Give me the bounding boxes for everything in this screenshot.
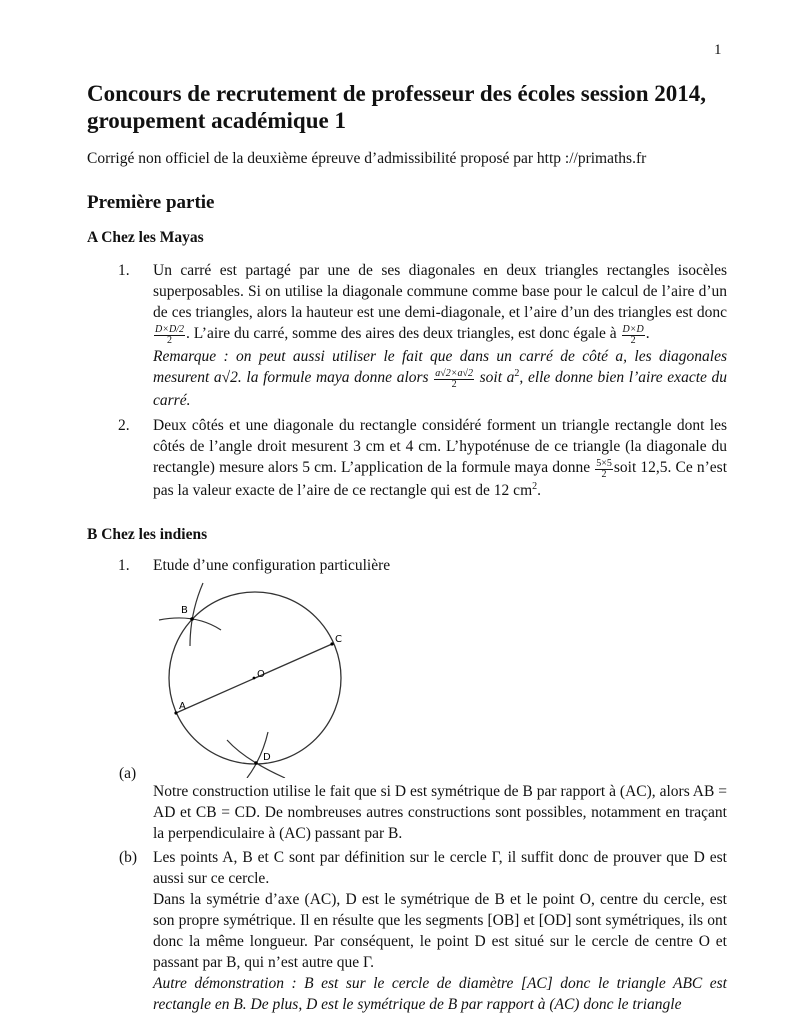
- label-b: B: [181, 605, 188, 616]
- section-a-heading: A Chez les Mayas: [87, 229, 204, 246]
- paragraph-text: . L’aire du carré, somme des aires des deux triangles, est donc égale à: [185, 325, 617, 342]
- fraction-denominator: 2: [166, 335, 172, 346]
- paragraph-text: .: [645, 325, 650, 342]
- exponent: 2: [514, 367, 520, 379]
- subtitle: Corrigé non officiel de la deuxième épreuve d’admissibilité proposé par http ://primaths.fr: [87, 150, 647, 167]
- paragraph-text: Les points A, B et C sont par définition sur le cercle Γ, il suffit donc de prouver que D est aussi sur ce cercle.: [153, 849, 727, 887]
- geometric-construction-figure: [140, 578, 360, 778]
- part-heading: Première partie: [87, 192, 215, 213]
- point-c: [330, 642, 333, 645]
- label-d: D: [263, 752, 271, 763]
- label-c: C: [335, 634, 342, 645]
- paragraph-text: Dans la symétrie d’axe (AC), D est le symétrique de B et le point O, centre du cercle, est son propre symétrique. Il en résulte que les segments [OB] et [OD] sont symétriques, ils ont donc la même longueur. Par conséquent, le point D est situé sur le cercle de centre O et passant par B, qui n’est autre que Γ.: [153, 891, 727, 971]
- fraction-numerator: D×D/2: [155, 324, 184, 335]
- point-o: [253, 677, 256, 680]
- fraction: [154, 325, 185, 346]
- remark-text: , elle donne bien l’aire exacte du carré.: [153, 369, 728, 409]
- item-number: 2.: [118, 417, 130, 434]
- item-number: 1.: [118, 262, 130, 279]
- page-number: 1: [714, 42, 722, 58]
- subitem-a: [119, 765, 727, 844]
- list-item: [118, 555, 727, 576]
- list-item: [118, 415, 727, 501]
- fraction-denominator: 2: [451, 379, 457, 390]
- fraction: [622, 325, 645, 346]
- paragraph-text: Etude d’une configuration particulière: [153, 557, 391, 574]
- item-number: 1.: [118, 557, 130, 574]
- document-body: [87, 80, 727, 1015]
- remark-text: soit a: [479, 369, 515, 386]
- paragraph-text: Notre construction utilise le fait que si D est symétrique de B par rapport à (AC), alors AB = AD et CB = CD. De nombreuses autres constructions sont possibles, notamment en traçant la perpendiculaire à (AC) passant par B.: [153, 783, 727, 842]
- document-title: Concours de recrutement de professeur des écoles session 2014, groupement académique 1: [87, 81, 707, 133]
- construction-arc: [227, 740, 285, 778]
- point-b: [190, 617, 194, 621]
- remark-text: Remarque : on peut aussi utiliser le fait que dans un carré de côté a, les diagonales mesurent a√2. la formule maya donne alors: [153, 348, 727, 386]
- fraction-denominator: 2: [601, 469, 607, 480]
- paragraph-text: Un carré est partagé par une de ses diagonales en deux triangles rectangles isocèles superposables. Si on utilise la diagonale commune comme base pour le calcul de l’aire d’un de ces triangles, alors la hauteur est une demi-diagonale, et l’aire d’un des triangles est donc: [153, 262, 727, 321]
- construction-arc: [159, 618, 221, 630]
- label-a: A: [179, 701, 186, 712]
- fraction: [434, 369, 474, 390]
- fraction-numerator: a√2×a√2: [435, 368, 473, 379]
- paragraph-text: soit 12,5. Ce n’est pas la valeur exacte de l’aire de ce rectangle qui est de 12 cm: [153, 459, 728, 499]
- fraction-numerator: 5×5: [596, 458, 612, 469]
- exponent: 2: [532, 480, 538, 492]
- subitem-b: [119, 847, 727, 1015]
- list-item: [118, 260, 727, 411]
- point-d: [254, 761, 258, 765]
- point-a: [174, 711, 177, 714]
- alternative-proof-text: Autre démonstration : B est sur le cercle de diamètre [AC] donc le triangle ABC est rectangle en B. De plus, D est le symétrique de B par rapport à (AC) donc le triangle: [153, 975, 727, 1013]
- fraction-denominator: 2: [630, 335, 636, 346]
- paragraph-text: Deux côtés et une diagonale du rectangle considéré forment un triangle rectangle dont les côtés de l’angle droit mesurent 3 cm et 4 cm. L’hypoténuse de ce triangle (la diagonale du rectangle) mesure alors 5 cm. L’application de la formule maya donne: [153, 417, 727, 476]
- fraction: [595, 459, 613, 480]
- section-b-heading: B Chez les indiens: [87, 526, 208, 543]
- fraction-numerator: D×D: [622, 324, 644, 335]
- subitem-label: (b): [119, 849, 138, 866]
- paragraph-text: .: [537, 482, 541, 499]
- subitem-label: (a): [119, 765, 137, 782]
- label-o: O: [257, 669, 265, 680]
